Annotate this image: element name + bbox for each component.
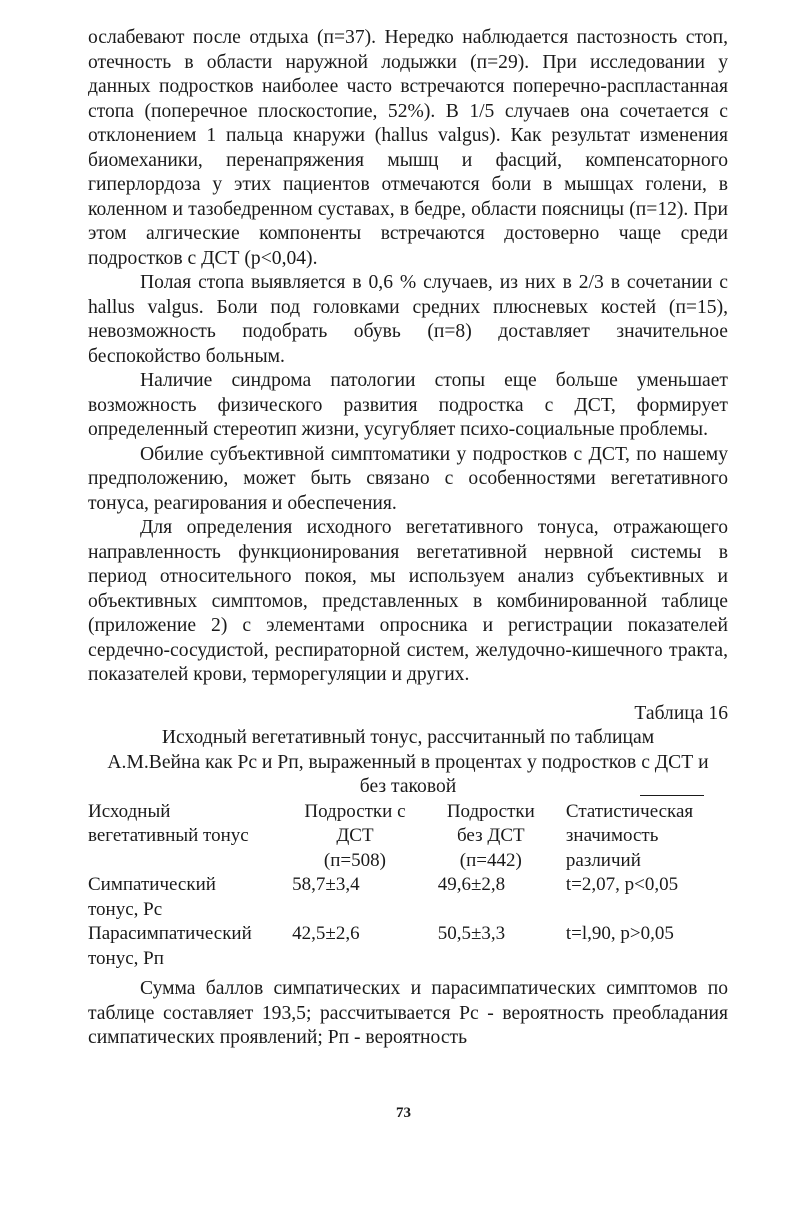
header-cell-significance (558, 800, 728, 874)
header-cell-without-dst (424, 800, 558, 874)
cell-with-dst: 58,7±3,4 (292, 874, 360, 895)
caption-rule (640, 795, 704, 796)
row-label-line-1: Симпатический (88, 874, 216, 895)
header-cell-with-dst (286, 800, 424, 874)
header-with-dst-line-2: ДСТ (336, 825, 374, 846)
table-caption-line-3: без таковой (359, 776, 457, 797)
table-caption-line-1: Исходный вегетативный тонус, рассчитанный по таблицам (161, 727, 655, 748)
table-header-row (88, 800, 728, 874)
header-cell-tone (88, 800, 286, 874)
page-number: 73 (396, 1105, 411, 1121)
header-with-dst-line-1: Подростки с (304, 800, 406, 822)
cell-significance: t=l,90, р>0,05 (565, 923, 674, 944)
header-without-dst-line-3: (п=442) (459, 849, 522, 871)
table-caption-line-3-wrap (88, 775, 728, 800)
paragraph-1: ослабевают после отдыха (п=37). Нередко наблюдается пастозность стоп, отечность в области наружной лодыжки (п=29). При исследовании у данных подростков наиболее часто встречаются поперечно-распластанная стопа (поперечное плоскостопие, 52%). В 1/5 случаев она сочетается с отклонением 1 пальца кнаружи (hallus valgus). Как результат изменения биомеханики, перенапряжения мышц и фасций, компенсаторного гиперлордоза у этих пациентов отмечаются боли в мышцах голени, в коленном и тазобедренном суставах, в бедре, области поясницы (п=12). При этом алгические компоненты встречаются достоверно чаще среди подростков с ДСТ (р<0,04). (88, 27, 728, 269)
paragraph-4: Обилие субъективной симптоматики у подростков с ДСТ, по нашему предположению, может быть связано с особенностями вегетативного тонуса, реагирования и обеспечения. (88, 443, 728, 514)
header-significance-line-3: различий (565, 849, 641, 871)
header-significance-line-1: Статистическая (565, 800, 694, 822)
header-tone-line-1: Исходный (88, 800, 171, 822)
paragraph-5: Для определения исходного вегетативного тонуса, отражающего направленность функционирования вегетативной нервной системы в период относительного покоя, мы используем анализ субъективных и объективных симптомов, представленных в комбинированной таблице (приложение 2) с элементами опросника и регистрации показателей сердечно-сосудистой, респираторной систем, желудочно-кишечного тракта, показателей крови, терморегуляции и других. (88, 517, 728, 685)
row-label-line-2: тонус, Рс (88, 898, 163, 920)
row-label-parasympathetic (88, 922, 286, 971)
page-body (88, 26, 728, 1051)
cell-with-dst: 42,5±2,6 (292, 923, 360, 944)
paragraph-2: Полая стопа выявляется в 0,6 % случаев, из них в 2/3 в сочетании с hallus valgus. Боли под головками средних плюсневых костей (п=15), невозможность подобрать обувь (п=8) доставляет значительное беспокойство больным. (88, 272, 728, 367)
table-row-parasympathetic (88, 922, 728, 971)
header-tone-line-2: вегетативный тонус (88, 825, 249, 846)
header-without-dst-line-1: Подростки (446, 800, 535, 822)
header-with-dst-line-3: (п=508) (323, 849, 386, 871)
table-caption-line-2: А.М.Вейна как Рс и Рп, выраженный в процентах у подростков с ДСТ и (107, 751, 709, 773)
vegetative-tone-table (88, 800, 728, 972)
row-label-sympathetic (88, 873, 286, 922)
header-significance-line-2: значимость (565, 825, 659, 846)
cell-significance: t=2,07, р<0,05 (565, 874, 679, 895)
cell-without-dst: 50,5±3,3 (437, 923, 506, 944)
table-number: Таблица 16 (634, 702, 728, 724)
header-without-dst-line-2: без ДСТ (457, 825, 525, 846)
row-label-line-1: Парасимпатический (88, 923, 252, 944)
row-label-line-2: тонус, Рп (88, 947, 164, 969)
table-row-sympathetic (88, 873, 728, 922)
paragraph-3: Наличие синдрома патологии стопы еще больше уменьшает возможность физического развития подростка с ДСТ, формирует определенный стереотип жизни, усугубляет психо-социальные проблемы. (88, 370, 728, 440)
cell-without-dst: 49,6±2,8 (437, 874, 506, 895)
closing-paragraph: Сумма баллов симпатических и парасимпатических симптомов по таблице составляет 193,5; рассчитывается Рс - вероятность преобладания симпатических проявлений; Рп - вероятность (88, 978, 728, 1048)
